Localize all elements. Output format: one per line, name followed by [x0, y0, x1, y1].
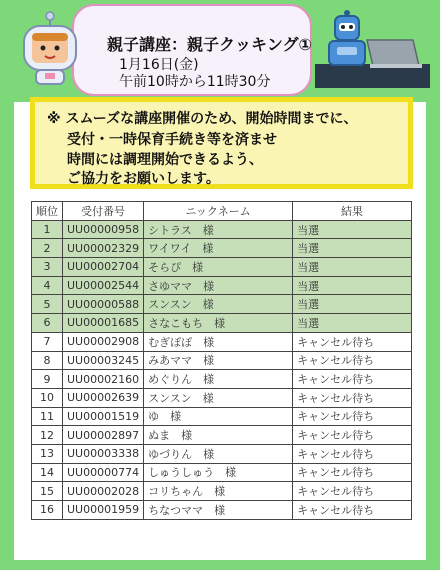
- table-row: [32, 482, 412, 501]
- result-cell: キャンセル待ち: [293, 407, 412, 426]
- receipt-cell: UU00001959: [63, 501, 144, 520]
- rank-cell: 6: [32, 314, 63, 333]
- result-cell: キャンセル待ち: [293, 501, 412, 520]
- table-row: [32, 276, 412, 295]
- receipt-cell: UU00002160: [63, 370, 144, 389]
- result-cell: 当選: [293, 276, 412, 295]
- receipt-cell: UU00002544: [63, 276, 144, 295]
- rank-cell: 2: [32, 239, 63, 258]
- receipt-cell: UU00003338: [63, 444, 144, 463]
- table-row: [32, 332, 412, 351]
- rank-cell: 13: [32, 444, 63, 463]
- result-cell: キャンセル待ち: [293, 463, 412, 482]
- result-cell: 当選: [293, 314, 412, 333]
- receipt-cell: UU00000958: [63, 220, 144, 239]
- table-row: [32, 501, 412, 520]
- rank-cell: 16: [32, 501, 63, 520]
- rank-cell: 3: [32, 258, 63, 277]
- rank-cell: 9: [32, 370, 63, 389]
- receipt-cell: UU00003245: [63, 351, 144, 370]
- receipt-cell: UU00002639: [63, 388, 144, 407]
- table-row: [32, 407, 412, 426]
- rank-cell: 14: [32, 463, 63, 482]
- notice-line-3: 時間には調理開始できるよう、: [67, 152, 263, 168]
- table-row: [32, 444, 412, 463]
- notice-box: [30, 97, 413, 189]
- header-result: 結果: [293, 202, 412, 221]
- result-cell: 当選: [293, 239, 412, 258]
- header-receipt: 受付番号: [63, 202, 144, 221]
- header-rank: 順位: [32, 202, 63, 221]
- rank-cell: 4: [32, 276, 63, 295]
- result-cell: 当選: [293, 220, 412, 239]
- event-date: 1月16日(金): [119, 57, 199, 73]
- receipt-cell: UU00000774: [63, 463, 144, 482]
- result-cell: 当選: [293, 295, 412, 314]
- rank-cell: 5: [32, 295, 63, 314]
- nickname-cell: みあママ 様: [144, 351, 293, 370]
- rank-cell: 7: [32, 332, 63, 351]
- table-row: [32, 370, 412, 389]
- receipt-cell: UU00002908: [63, 332, 144, 351]
- receipt-cell: UU00002028: [63, 482, 144, 501]
- nickname-cell: ぬま 様: [144, 426, 293, 445]
- nickname-cell: シトラス 様: [144, 220, 293, 239]
- receipt-cell: UU00002897: [63, 426, 144, 445]
- table-row: [32, 388, 412, 407]
- result-cell: キャンセル待ち: [293, 332, 412, 351]
- robot-laptop-icon: [315, 10, 430, 88]
- result-cell: キャンセル待ち: [293, 482, 412, 501]
- nickname-cell: さなこもち 様: [144, 314, 293, 333]
- nickname-cell: スンスン 様: [144, 388, 293, 407]
- receipt-cell: UU00001519: [63, 407, 144, 426]
- table-row: [32, 426, 412, 445]
- nickname-cell: さゆママ 様: [144, 276, 293, 295]
- rank-cell: 11: [32, 407, 63, 426]
- nickname-cell: しゅうしゅう 様: [144, 463, 293, 482]
- event-time: 午前10時から11時30分: [119, 74, 271, 90]
- result-cell: 当選: [293, 258, 412, 277]
- header-nickname: ニックネーム: [144, 202, 293, 221]
- page-title: 親子講座：親子クッキング①: [107, 35, 313, 54]
- table-header-row: [32, 202, 412, 221]
- notice-line-4: ご協力をお願いします。: [67, 171, 220, 187]
- result-cell: キャンセル待ち: [293, 388, 412, 407]
- receipt-cell: UU00002329: [63, 239, 144, 258]
- nickname-cell: むぎぽぽ 様: [144, 332, 293, 351]
- rank-cell: 10: [32, 388, 63, 407]
- table-row: [32, 295, 412, 314]
- receipt-cell: UU00001685: [63, 314, 144, 333]
- notice-line-2: 受付・一時保育手続き等を済ませ: [67, 132, 277, 148]
- table-row: [32, 314, 412, 333]
- nickname-cell: コリちゃん 様: [144, 482, 293, 501]
- table-row: [32, 239, 412, 258]
- nickname-cell: ゆ 様: [144, 407, 293, 426]
- nickname-cell: そらぴ 様: [144, 258, 293, 277]
- results-table: [31, 201, 412, 520]
- notice-line-1: ※ スムーズな講座開催のため、開始時間までに、: [47, 111, 358, 127]
- table-row: [32, 220, 412, 239]
- rank-cell: 12: [32, 426, 63, 445]
- result-cell: キャンセル待ち: [293, 426, 412, 445]
- astronaut-icon: [18, 8, 82, 88]
- nickname-cell: ワイワイ 様: [144, 239, 293, 258]
- receipt-cell: UU00000588: [63, 295, 144, 314]
- result-cell: キャンセル待ち: [293, 370, 412, 389]
- table-row: [32, 351, 412, 370]
- result-cell: キャンセル待ち: [293, 351, 412, 370]
- nickname-cell: ゆづりん 様: [144, 444, 293, 463]
- result-cell: キャンセル待ち: [293, 444, 412, 463]
- nickname-cell: スンスン 様: [144, 295, 293, 314]
- rank-cell: 1: [32, 220, 63, 239]
- rank-cell: 8: [32, 351, 63, 370]
- receipt-cell: UU00002704: [63, 258, 144, 277]
- nickname-cell: めぐりん 様: [144, 370, 293, 389]
- nickname-cell: ちなつママ 様: [144, 501, 293, 520]
- table-row: [32, 463, 412, 482]
- table-row: [32, 258, 412, 277]
- rank-cell: 15: [32, 482, 63, 501]
